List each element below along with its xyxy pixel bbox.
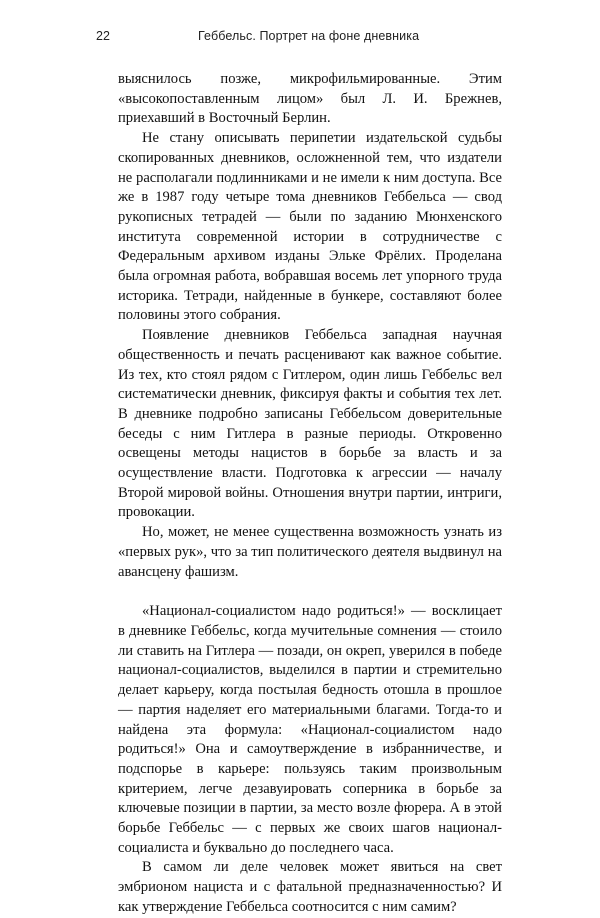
page-header <box>96 29 508 45</box>
paragraph-4: Но, может, не менее существенна возможность узнать из «первых рук», что за тип политического деятеля выдвинул на авансцену фашизм. <box>118 524 502 580</box>
paragraph-3: Появление дневников Геббельса западная научная общественность и печать расценивают как важное событие. Из тех, кто стоял рядом с Гитлером, один лишь Геббельс вел систематически дневник, фиксируя факты и события тех лет. В дневнике подробно записаны Геббельсом доверительные беседы с ним Гитлера в разные периоды. Откровенно освещены методы нацистов в борьбе за власть и за осуществление власти. Подготовка к агрессии — началу Второй мировой войны. Отношения внутри партии, интриги, провокации. <box>118 327 502 521</box>
paragraph-2: Не стану описывать перипетии издательской судьбы скопированных дневников, осложненной тем, что издатели не располагали подлинниками и не имели к ним доступа. Все же в 1987 году четыре тома дневников Геббельса — свод рукописных тетрадей — были по заданию Мюнхенского института современной истории в сотрудничестве с Федеральным архивом изданы Эльке Фрёлих. Проделана была огромная работа, вобравшая восемь лет упорного труда историка. Тетради, найденные в бункере, составляют более половины этого собрания. <box>118 130 502 324</box>
running-title: Геббельс. Портрет на фоне дневника <box>198 29 420 43</box>
body-text <box>118 70 502 918</box>
section-break <box>118 582 502 602</box>
page-number: 22 <box>96 29 110 43</box>
paragraph-1: выяснилось позже, микрофильмированные. Этим «высокопоставленным лицом» был Л. И. Брежнев, приехавший в Восточный Берлин. <box>118 71 502 127</box>
paragraph-6: В самом ли деле человек может явиться на свет эмбрионом нациста и с фатальной предназначенностью? И как утверждение Геббельса соотносится с ним самим? <box>118 859 502 915</box>
paragraph-5: «Национал-социалистом надо родиться!» — восклицает в дневнике Геббельс, когда мучительные сомнения — стоило ли ставить на Гитлера — позади, он окреп, уверился в победе национал-социалистов, выделился в партии и стремительно делает карьеру, когда постылая бедность отошла в прошлое — партия наделяет его материальными благами. Тогда-то и найдена эта формула: «Национал-социалистом надо родиться!» Она и самоутверждение в избранничестве, и подспорье в карьере: пользуясь таким произвольным критерием, легче дезавуировать соперника в борьбе за ключевые позиции в партии, за место возле фюрера. А в этой борьбе Геббельс — с первых же своих шагов национал-социалиста и буквально до последнего часа. <box>118 603 502 856</box>
